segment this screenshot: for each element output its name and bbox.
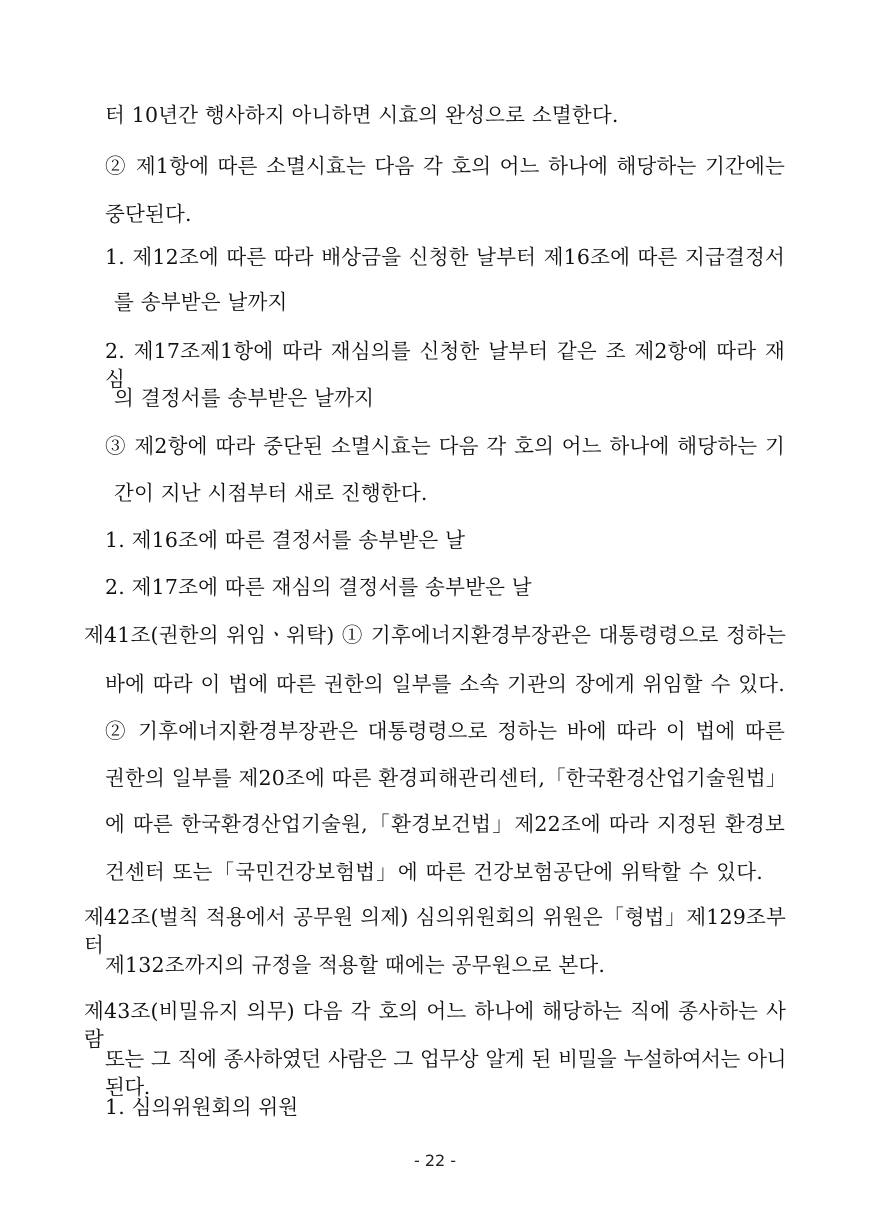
- text-line: 권한의 일부를 제20조에 따른 환경피해관리센터,「한국환경산업기술원법」: [105, 766, 787, 790]
- text-line: 2. 제17조에 따른 재심의 결정서를 송부받은 날: [105, 575, 532, 599]
- text-line: 를 송부받은 날까지: [114, 290, 288, 314]
- article-heading-line: 제41조(권한의 위임ㆍ위탁) ① 기후에너지환경부장관은 대통령령으로 정하는: [84, 623, 786, 647]
- text-line: 1. 제16조에 따른 결정서를 송부받은 날: [105, 528, 466, 552]
- text-line: 건센터 또는「국민건강보험법」에 따른 건강보험공단에 위탁할 수 있다.: [105, 860, 763, 884]
- text-line: ② 기후에너지환경부장관은 대통령령으로 정하는 바에 따라 이 법에 따른: [105, 719, 785, 743]
- text-line: 의 결정서를 송부받은 날까지: [114, 386, 375, 410]
- page-number: - 22 -: [413, 1151, 457, 1170]
- text-line: 1. 심의위원회의 위원: [105, 1095, 299, 1119]
- text-line: 2. 제17조제1항에 따라 재심의를 신청한 날부터 같은 조 제2항에 따라 재심: [105, 339, 785, 391]
- text-line: 바에 따라 이 법에 따른 권한의 일부를 소속 기관의 장에게 위임할 수 있다.: [105, 672, 785, 696]
- text-line: 제132조까지의 규정을 적용할 때에는 공무원으로 본다.: [105, 953, 606, 977]
- text-line: 에 따른 한국환경산업기술원,「환경보건법」제22조에 따라 지정된 환경보: [105, 812, 785, 836]
- text-line: ② 제1항에 따른 소멸시효는 다음 각 호의 어느 하나에 해당하는 기간에는: [105, 154, 785, 178]
- article-heading-line: 제42조(벌칙 적용에서 공무원 의제) 심의위원회의 위원은「형법」제129조부터: [84, 905, 786, 957]
- text-line: 터 10년간 행사하지 아니하면 시효의 완성으로 소멸한다.: [105, 103, 619, 127]
- text-line: 1. 제12조에 따른 따라 배상금을 신청한 날부터 제16조에 따른 지급결정서: [105, 245, 785, 269]
- text-line: ③ 제2항에 따라 중단된 소멸시효는 다음 각 호의 어느 하나에 해당하는 기: [105, 434, 785, 458]
- text-line: 간이 지난 시점부터 새로 진행한다.: [114, 481, 428, 505]
- text-line: 중단된다.: [105, 202, 192, 226]
- text-line: 또는 그 직에 종사하였던 사람은 그 업무상 알게 된 비밀을 누설하여서는 아니 된다.: [105, 1047, 786, 1099]
- article-heading-line: 제43조(비밀유지 의무) 다음 각 호의 어느 하나에 해당하는 직에 종사하는 사람: [84, 999, 786, 1051]
